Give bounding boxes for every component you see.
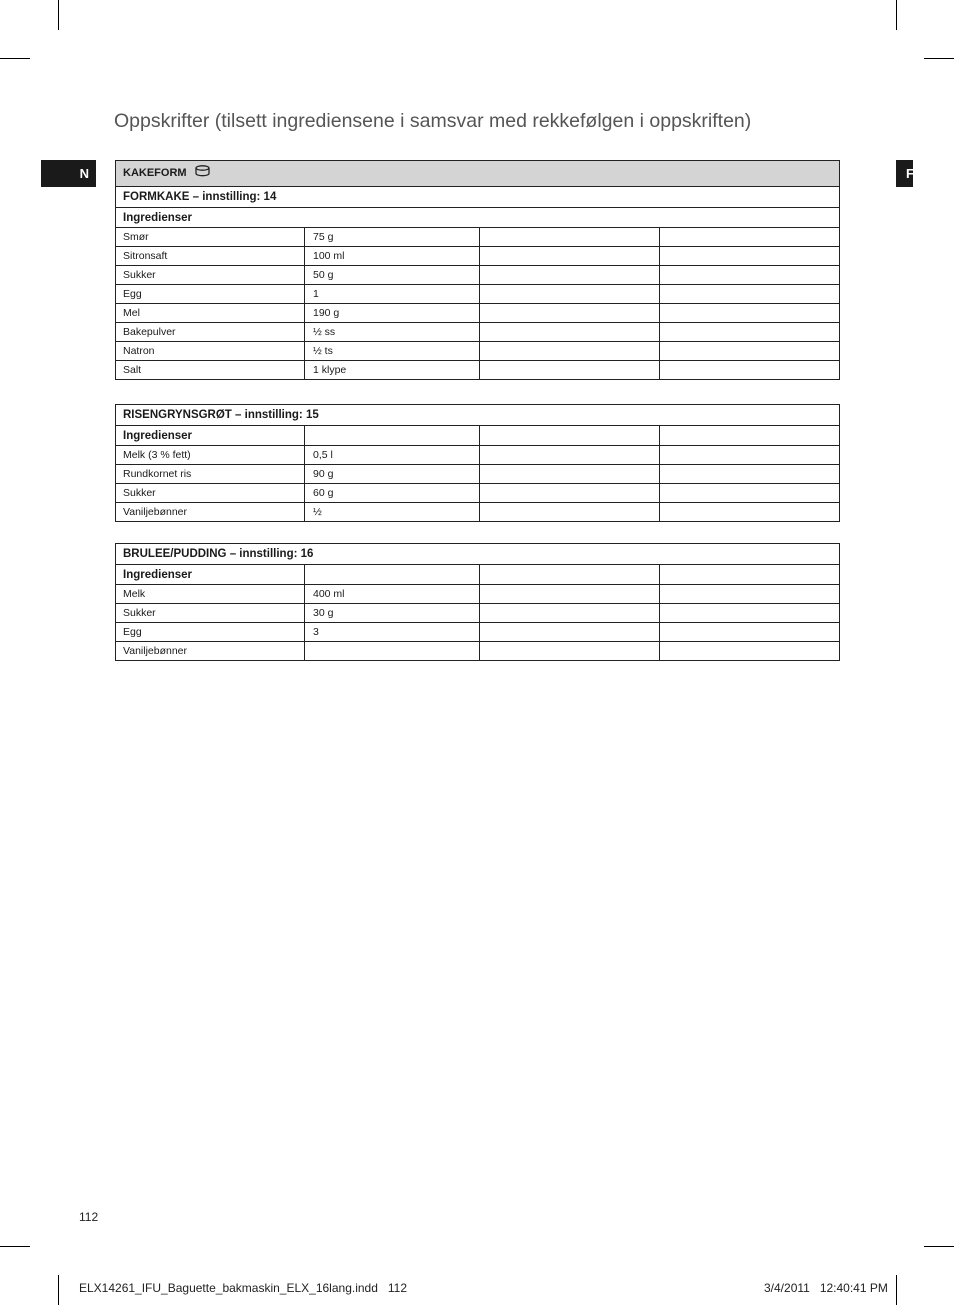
empty-cell <box>480 361 660 380</box>
table-row <box>116 266 840 285</box>
ingredient-amount: 3 <box>305 623 480 642</box>
table-row <box>116 604 840 623</box>
ingredient-name: Bakepulver <box>116 323 305 342</box>
ingredient-name: Mel <box>116 304 305 323</box>
table-row <box>116 342 840 361</box>
ingredient-amount: 50 g <box>305 266 480 285</box>
empty-cell <box>480 565 660 585</box>
page-title: Oppskrifter (tilsett ingrediensene i samsvar med rekkefølgen i oppskriften) <box>114 110 752 132</box>
ingredient-name: Salt <box>116 361 305 380</box>
ingredient-name: Rundkornet ris <box>116 465 305 484</box>
empty-cell <box>480 604 660 623</box>
recipe-table-brulee-pudding <box>115 543 840 661</box>
page-number: 112 <box>79 1210 99 1224</box>
ingredient-amount: ½ ts <box>305 342 480 361</box>
empty-cell <box>660 426 840 446</box>
recipe-heading: BRULEE/PUDDING – innstilling: 16 <box>116 544 840 565</box>
ingredient-name: Vaniljebønner <box>116 642 305 661</box>
empty-cell <box>480 228 660 247</box>
ingredient-amount: 1 klype <box>305 361 480 380</box>
crop-mark <box>896 1275 897 1305</box>
table-row <box>116 228 840 247</box>
empty-cell <box>480 247 660 266</box>
empty-cell <box>305 565 480 585</box>
empty-cell <box>660 342 840 361</box>
language-tab: N <box>41 160 96 187</box>
empty-cell <box>660 565 840 585</box>
empty-cell <box>480 304 660 323</box>
recipe-table-formkake <box>115 160 840 380</box>
empty-cell <box>305 426 480 446</box>
empty-cell <box>480 285 660 304</box>
ingredient-name: Sukker <box>116 266 305 285</box>
ingredients-label: Ingredienser <box>116 565 305 585</box>
table-row <box>116 503 840 522</box>
table-row <box>116 465 840 484</box>
crop-mark <box>58 1275 59 1305</box>
footer-filename: ELX14261_IFU_Baguette_bakmaskin_ELX_16lang.indd 112 <box>79 1281 408 1295</box>
ingredient-name: Sukker <box>116 604 305 623</box>
empty-cell <box>660 247 840 266</box>
empty-cell <box>660 323 840 342</box>
empty-cell <box>660 228 840 247</box>
empty-cell <box>480 465 660 484</box>
empty-cell <box>660 285 840 304</box>
ingredient-amount: 30 g <box>305 604 480 623</box>
empty-cell <box>480 426 660 446</box>
crop-mark <box>58 0 59 30</box>
empty-cell <box>660 266 840 285</box>
ingredient-name: Natron <box>116 342 305 361</box>
crop-mark <box>924 1246 954 1247</box>
ingredient-name: Sitronsaft <box>116 247 305 266</box>
footer-timestamp: 3/4/2011 12:40:41 PM <box>764 1281 888 1295</box>
crop-mark <box>0 58 30 59</box>
ingredient-amount: 400 ml <box>305 585 480 604</box>
table-row <box>116 285 840 304</box>
empty-cell <box>660 361 840 380</box>
ingredient-name: Sukker <box>116 484 305 503</box>
empty-cell <box>480 342 660 361</box>
empty-cell <box>480 585 660 604</box>
table-row <box>116 446 840 465</box>
empty-cell <box>480 623 660 642</box>
ingredient-name: Egg <box>116 623 305 642</box>
ingredient-amount: 60 g <box>305 484 480 503</box>
recipe-heading: RISENGRYNSGRØT – innstilling: 15 <box>116 405 840 426</box>
ingredient-amount: ½ ss <box>305 323 480 342</box>
empty-cell <box>660 585 840 604</box>
table-row <box>116 304 840 323</box>
ingredient-name: Melk <box>116 585 305 604</box>
empty-cell <box>660 465 840 484</box>
crop-mark <box>924 58 954 59</box>
ingredients-label: Ingredienser <box>116 208 840 228</box>
language-tab-next: F <box>896 160 913 187</box>
empty-cell <box>480 642 660 661</box>
table-row <box>116 484 840 503</box>
crop-mark <box>0 1246 30 1247</box>
table-row <box>116 361 840 380</box>
empty-cell <box>660 446 840 465</box>
cake-pan-icon <box>195 165 210 183</box>
ingredient-amount: 1 <box>305 285 480 304</box>
empty-cell <box>480 503 660 522</box>
table-row <box>116 623 840 642</box>
crop-mark <box>896 0 897 30</box>
ingredient-amount: 190 g <box>305 304 480 323</box>
empty-cell <box>480 323 660 342</box>
ingredient-name: Melk (3 % fett) <box>116 446 305 465</box>
section-header <box>116 161 840 187</box>
table-row <box>116 323 840 342</box>
empty-cell <box>480 446 660 465</box>
empty-cell <box>480 266 660 285</box>
ingredients-label: Ingredienser <box>116 426 305 446</box>
ingredient-amount: 75 g <box>305 228 480 247</box>
table-row <box>116 642 840 661</box>
empty-cell <box>660 623 840 642</box>
section-label: KAKEFORM <box>123 167 187 179</box>
empty-cell <box>660 503 840 522</box>
recipe-table-risengrynsgrot <box>115 404 840 522</box>
ingredient-amount: 0,5 l <box>305 446 480 465</box>
empty-cell <box>660 604 840 623</box>
table-row <box>116 247 840 266</box>
empty-cell <box>660 484 840 503</box>
table-row <box>116 585 840 604</box>
recipe-heading: FORMKAKE – innstilling: 14 <box>116 187 840 208</box>
ingredient-amount: 90 g <box>305 465 480 484</box>
ingredient-name: Vaniljebønner <box>116 503 305 522</box>
ingredient-name: Smør <box>116 228 305 247</box>
empty-cell <box>660 304 840 323</box>
ingredient-name: Egg <box>116 285 305 304</box>
ingredient-amount: 100 ml <box>305 247 480 266</box>
empty-cell <box>480 484 660 503</box>
ingredient-amount <box>305 642 480 661</box>
empty-cell <box>660 642 840 661</box>
ingredient-amount: ½ <box>305 503 480 522</box>
